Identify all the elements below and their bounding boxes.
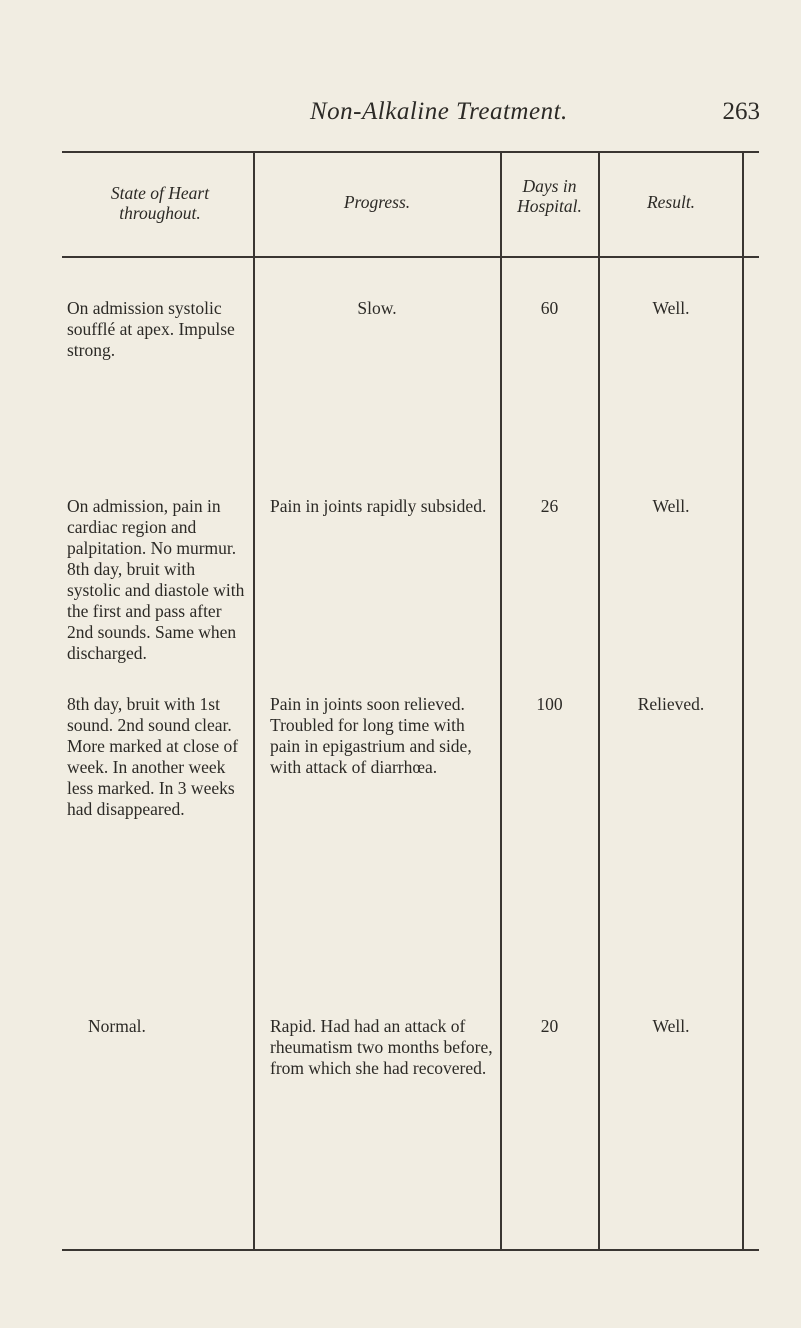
table-bottom-rule xyxy=(62,1249,759,1251)
cell-progress: Slow. xyxy=(357,298,397,318)
header-bottom-rule xyxy=(62,256,759,258)
cell-state: On admission, pain in cardiac region and palpitation. No murmur. 8th day, bruit with systolic and diastole with the first and pass after 2nd sounds. Same when discharged. xyxy=(67,496,245,663)
column-divider-4 xyxy=(742,152,744,1250)
header-result: Result. xyxy=(646,192,696,212)
column-divider-2 xyxy=(500,152,502,1250)
running-head xyxy=(60,98,760,138)
running-title: Non-Alkaline Treatment. xyxy=(310,98,568,125)
header-state: State of Heart throughout. xyxy=(110,183,210,223)
cell-progress: Pain in joints soon relieved. Troubled for long time with pain in epigastrium and side, with attack of diarrhœa. xyxy=(270,694,472,777)
cell-result: Well. xyxy=(652,496,690,516)
cell-state: 8th day, bruit with 1st sound. 2nd sound clear. More marked at close of week. In another week less marked. In 3 weeks had disappeared. xyxy=(67,694,239,819)
header-days: Days in Hospital. xyxy=(517,176,582,216)
cell-state: On admission systolic soufflé at apex. Impulse strong. xyxy=(67,298,235,360)
column-divider-3 xyxy=(598,152,600,1250)
page-number: 263 xyxy=(722,98,760,125)
table-top-rule xyxy=(62,151,759,153)
cell-days: 100 xyxy=(536,694,563,714)
header-progress: Progress. xyxy=(343,192,411,212)
cell-result: Well. xyxy=(652,1016,690,1036)
cell-progress: Pain in joints rapidly subsided. xyxy=(270,496,487,516)
cell-result: Well. xyxy=(652,298,690,318)
cell-progress: Rapid. Had had an attack of rheumatism two months before, from which she had recovered. xyxy=(270,1016,493,1078)
cell-days: 60 xyxy=(540,298,559,318)
cell-days: 20 xyxy=(540,1016,559,1036)
cell-days: 26 xyxy=(540,496,559,516)
cell-state: Normal. xyxy=(88,1016,146,1036)
cell-result: Relieved. xyxy=(637,694,705,714)
column-divider-1 xyxy=(253,152,255,1250)
